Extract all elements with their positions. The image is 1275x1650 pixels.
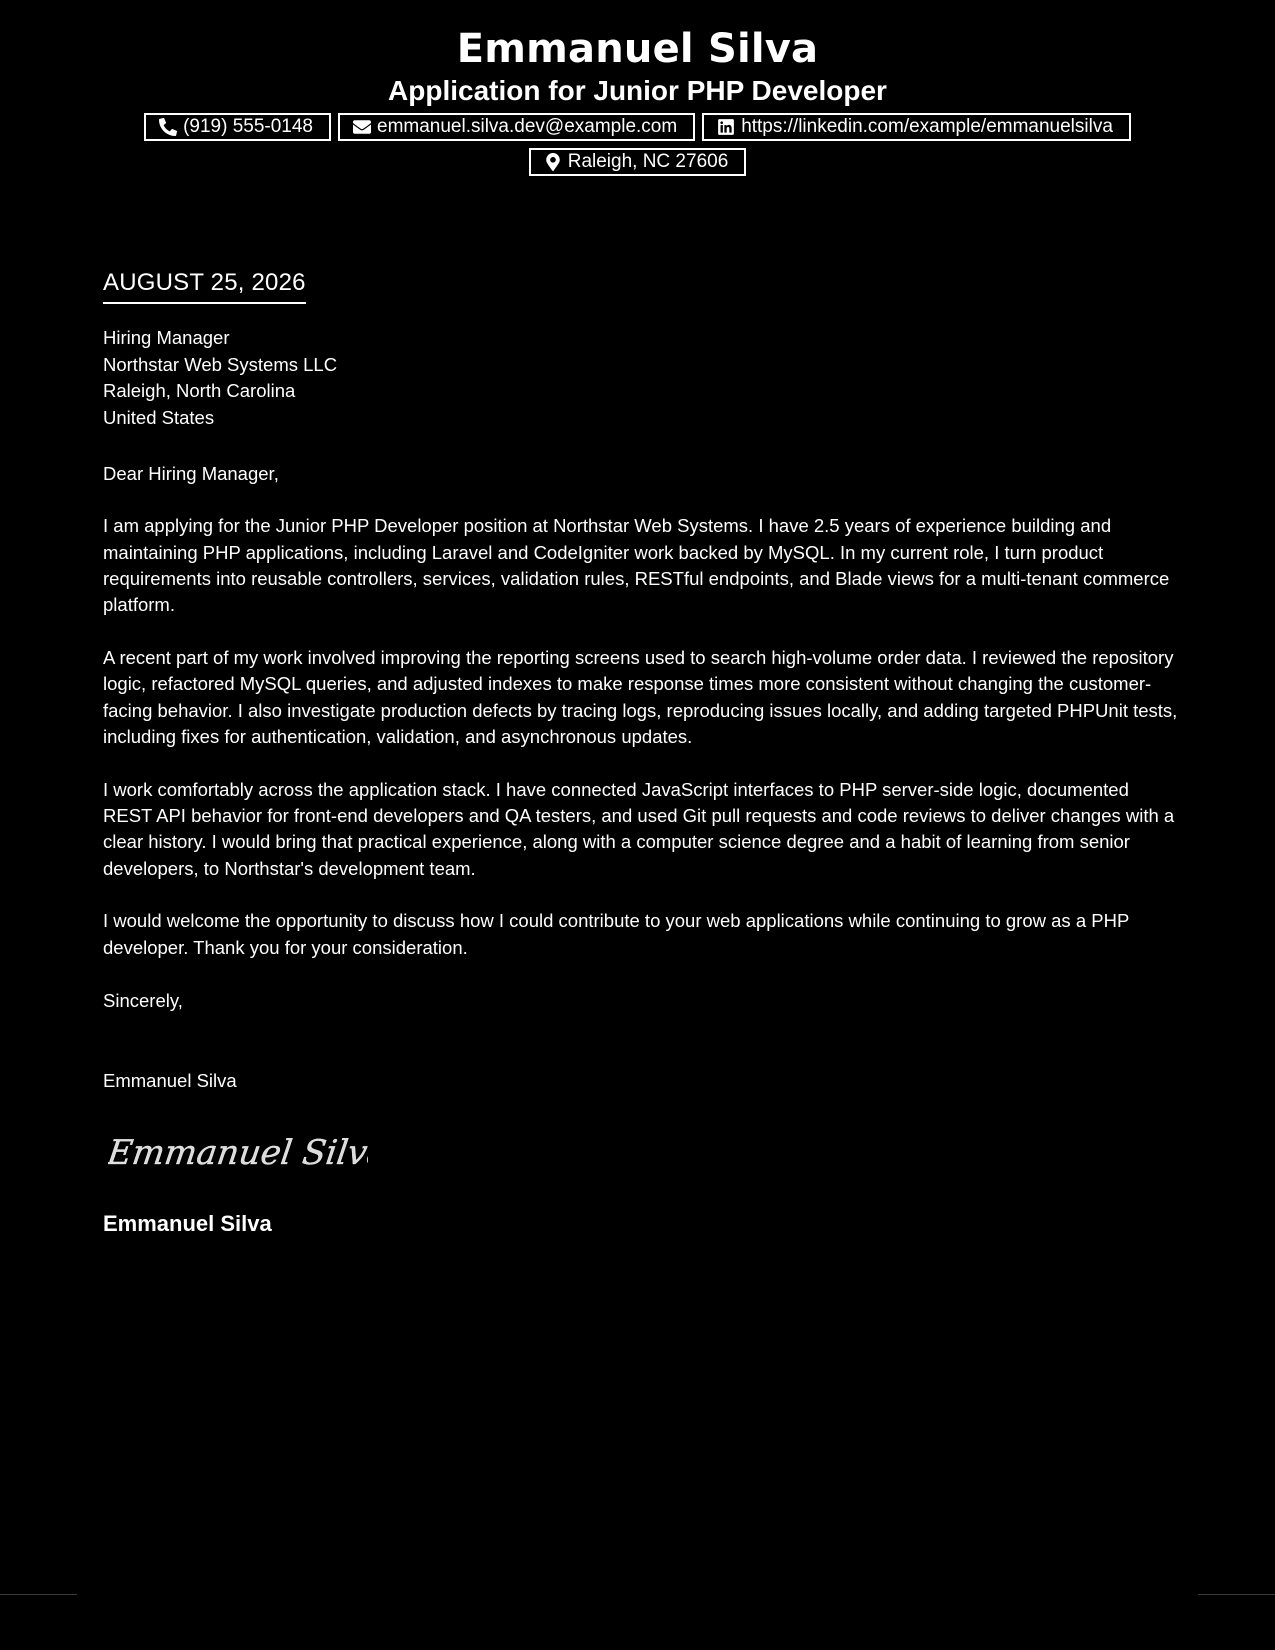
letter-date: AUGUST 25, 2026	[103, 268, 306, 304]
letter-body	[103, 461, 1183, 987]
typed-name: Emmanuel Silva	[103, 1070, 237, 1091]
recipient-block	[103, 325, 337, 431]
closing: Sincerely,	[103, 990, 183, 1011]
contact-row-location	[0, 148, 1275, 176]
page-edge-line-left	[0, 1594, 77, 1595]
signature-graphic	[108, 1122, 368, 1182]
email-chip[interactable]	[338, 113, 695, 141]
body-paragraph-3: I work comfortably across the application stack. I have connected JavaScript interfaces to PHP server-side logic, documented REST API behavior for front-end developers and QA testers, and used Git pull requests and code reviews to deliver changes with a clear history. I would bring that practical experience, along with a computer science degree and a habit of learning from senior developers, to Northstar's development team.	[103, 778, 1175, 879]
phone-icon	[159, 118, 177, 136]
letter-header	[0, 24, 1275, 176]
linkedin-chip[interactable]	[702, 113, 1131, 141]
recipient-title: Hiring Manager	[103, 327, 230, 348]
email-address: emmanuel.silva.dev@example.com	[377, 116, 678, 137]
recipient-country: United States	[103, 406, 215, 428]
linkedin-icon	[717, 118, 735, 136]
recipient-company: Northstar Web Systems LLC	[103, 353, 338, 375]
applicant-name: Emmanuel Silva	[456, 26, 819, 72]
body-paragraph-4: I would welcome the opportunity to discuss how I could contribute to your web applications while continuing to grow as a PHP developer. Thank you for your consideration.	[103, 910, 1129, 958]
phone-chip[interactable]	[144, 113, 331, 141]
location-chip[interactable]	[529, 148, 747, 176]
linkedin-url: https://linkedin.com/example/emmanuelsilva	[741, 116, 1113, 137]
handwritten-signature	[108, 1122, 368, 1182]
recipient-city-state: Raleigh, North Carolina	[103, 380, 296, 401]
location-text: Raleigh, NC 27606	[567, 151, 729, 172]
envelope-icon	[353, 118, 371, 136]
body-paragraph-1: I am applying for the Junior PHP Developer position at Northstar Web Systems. I have 2.5 years of experience building and maintaining PHP applications, including Laravel and CodeIgniter work backed by MySQL. In my current role, I turn product requirements into reusable controllers, services, validation rules, RESTful endpoints, and Blade views for a multi-tenant commerce platform.	[103, 515, 1170, 616]
application-subtitle: Application for Junior PHP Developer	[388, 75, 887, 106]
map-marker-icon	[544, 153, 562, 171]
body-paragraph-2: A recent part of my work involved improving the reporting screens used to search high-volume order data. I reviewed the repository logic, refactored MySQL queries, and adjusted indexes to make response times more consistent without changing the customer-facing behavior. I also investigate production defects by tracing logs, reproducing issues locally, and adding targeted PHPUnit tests, including fixes for authentication, validation, and asynchronous updates.	[103, 646, 1178, 747]
signature-script: Emmanuel Silva	[108, 1133, 368, 1173]
contact-row	[0, 113, 1275, 141]
phone-number: (919) 555-0148	[183, 116, 313, 137]
signed-name: Emmanuel Silva	[103, 1211, 272, 1236]
salutation: Dear Hiring Manager,	[103, 463, 279, 484]
page-edge-line-right	[1198, 1594, 1275, 1595]
